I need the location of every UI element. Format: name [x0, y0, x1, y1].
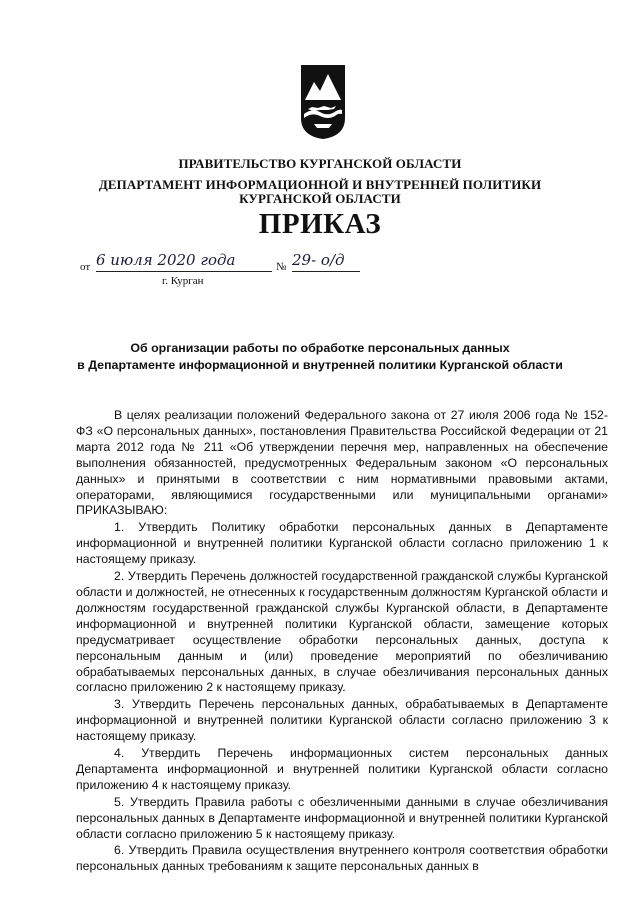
preamble-paragraph: В целях реализации положений Федерального закона от 27 июля 2006 года № 152-ФЗ «О персональных данных», постановления Правительства Российской Федерации от 21 марта 2012 года № 211 «Об утверждении перечня мер, направленных на обеспечение выполнения обязанностей, предусмотренных Федеральным законом «О персональных данных» и принятыми в соответствии с ним нормативными правовыми актами, операторами, являющимися государственными или муниципальными органами» ПРИКАЗЫВАЮ: [76, 408, 608, 518]
order-item-4: 4. Утвердить Перечень информационных систем персональных данных Департамента информационной и внутренней политики Курганской области согласно приложению 4 к настоящему приказу. [76, 746, 608, 792]
order-body [76, 408, 608, 875]
kurgan-region-emblem-icon [298, 62, 348, 140]
city-label: г. Курган [162, 275, 204, 287]
department-name-line-2: КУРГАНСКОЙ ОБЛАСТИ [239, 191, 401, 206]
order-item-2: 2. Утвердить Перечень должностей государственной гражданской службы Курганской области и должностей, не отнесенных к государственным должностям Курганской области и должностям государственной гражданской службы Курганской области, в Департаменте информационной и внутренней политики Курганской области, замещение которых предусматривает осуществление обработки персональных данных, доступа к персональным данным и (или) проведение мероприятий по обезличиванию обрабатываемых персональных данных, в случае обезличивания персональных данных согласно приложению 2 к настоящему приказу. [76, 569, 608, 695]
subject-line-2: в Департаменте информационной и внутренней политики Курганской области [77, 358, 563, 372]
number-label: № [276, 261, 287, 273]
subject-line-1: Об организации работы по обработке персональных данных [130, 341, 510, 355]
order-subject [0, 340, 640, 374]
handwritten-number: 29- о/д [292, 249, 360, 272]
order-item-3: 3. Утвердить Перечень персональных данных, обрабатываемых в Департаменте информационной и внутренней политики Курганской области согласно приложению 3 к настоящему приказу. [76, 697, 608, 744]
government-name: ПРАВИТЕЛЬСТВО КУРГАНСКОЙ ОБЛАСТИ [178, 156, 462, 171]
from-label: от [80, 261, 91, 273]
order-item-1: 1. Утвердить Политику обработки персональных данных в Департаменте информационной и внутренней политики Курганской области согласно приложению 1 к настоящему приказу. [76, 520, 608, 567]
department-name-line-1: ДЕПАРТАМЕНТ ИНФОРМАЦИОННОЙ И ВНУТРЕННЕЙ ПОЛИТИКИ [98, 177, 542, 192]
document-type-title: ПРИКАЗ [258, 208, 382, 240]
handwritten-date: 6 июля 2020 года [96, 249, 272, 272]
order-item-5: 5. Утвердить Правила работы с обезличенными данными в случае обезличивания персональных данных в Департаменте информационной и внутренней политики Курганской области согласно приложению 5 к настоящему приказу. [76, 794, 608, 841]
order-item-6: 6. Утвердить Правила осуществления внутреннего контроля соответствия обработки персональных данных требованиям к защите персональных данных в [76, 843, 608, 874]
